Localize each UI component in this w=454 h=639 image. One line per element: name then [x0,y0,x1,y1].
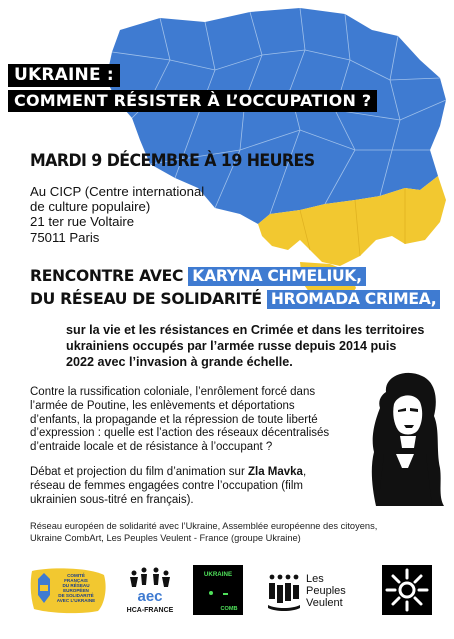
svg-text:AVEC L’UKRAINE: AVEC L’UKRAINE [56,598,96,603]
ukraine-combart-logo [193,565,243,615]
context-line: sur la vie et les résistances en Crimée et dans les territoires [66,323,425,337]
svg-text:DE SOLIDARITÉ: DE SOLIDARITÉ [58,593,94,598]
venue-address [30,184,204,245]
svg-text:Peuples: Peuples [306,585,346,597]
description-line: Contre la russification coloniale, l’enrôlement forcé dans [30,386,316,398]
address-line: de culture populaire) [30,199,151,215]
network-name: HROMADA CRIMEA, [267,290,441,309]
address-line: 21 ter rue Voltaire [30,214,135,230]
address-line: Au CICP (Centre international [30,184,205,199]
headline-line-1: UKRAINE : [8,64,120,87]
context-paragraph [66,322,438,370]
screening-suffix: , [302,466,307,478]
screening-paragraph [30,466,306,507]
description-line: d’enfants, la propagande et la répression de toute liberté [30,413,318,426]
partners-line: Ukraine CombArt, Les Peuples Veulent - France (groupe Ukraine) [30,532,301,543]
description-line: d’entraide locale et de résistance à l’occupant ? [30,441,273,454]
aec-logo [124,565,176,615]
description-paragraph [30,386,329,455]
partners-text [30,521,377,544]
svg-text:DU RÉSEAU: DU RÉSEAU [62,583,90,588]
network-line [30,290,440,308]
speaker-name: KARYNA CHMELIUK, [188,267,365,286]
description-line: l’armée de Poutine, les enlèvements et déportations [30,399,295,412]
speaker-portrait-image [366,370,444,506]
rsu-logo-text: COMITÉ [67,573,85,578]
screening-prefix: Débat et projection du film d’animation sur [30,466,248,478]
screening-line: réseau de femmes engagées contre l’occupation (film [30,479,303,492]
screening-line [30,466,306,480]
context-line: ukrainiens occupés par l’armée russe depuis 2014 puis [66,339,397,353]
combart-logo-text: UKRAINE [203,571,233,578]
speaker-prefix: RENCONTRE AVEC [30,267,189,285]
svg-text:FRANÇAIS: FRANÇAIS [64,578,88,583]
screening-line: ukrainien sous-titré en français). [30,493,194,506]
description-line: d’expression : quelle est l’action des réseaux décentralisés [30,427,330,440]
sun-emblem-logo [382,565,432,615]
network-prefix: DU RÉSEAU DE SOLIDARITÉ [30,290,267,308]
aec-logo-text: aec [137,588,163,605]
headline-line-2: COMMENT RÉSISTER À L’OCCUPATION ? [8,90,377,112]
svg-text:HCA-FRANCE: HCA-FRANCE [126,607,174,614]
rsu-logo [28,565,110,615]
speaker-line [30,267,366,285]
context-line: 2022 avec l’invasion à grande échelle. [66,355,293,369]
peuples-logo-text: Les [306,573,324,585]
address-line: 75011 Paris [30,229,100,245]
svg-text:Veulent: Veulent [306,597,343,609]
film-title: Zla Mavka [247,466,303,478]
event-date: MARDI 9 DÉCEMBRE À 19 HEURES [30,151,315,171]
les-peuples-veulent-logo [266,565,346,615]
svg-text:COMB: COMB [220,606,238,612]
partners-line: Réseau européen de solidarité avec l’Ukraine, Assemblée européenne des citoyens, [30,521,378,531]
partner-logos [0,565,454,617]
svg-text:EUROPÉEN: EUROPÉEN [63,588,89,593]
